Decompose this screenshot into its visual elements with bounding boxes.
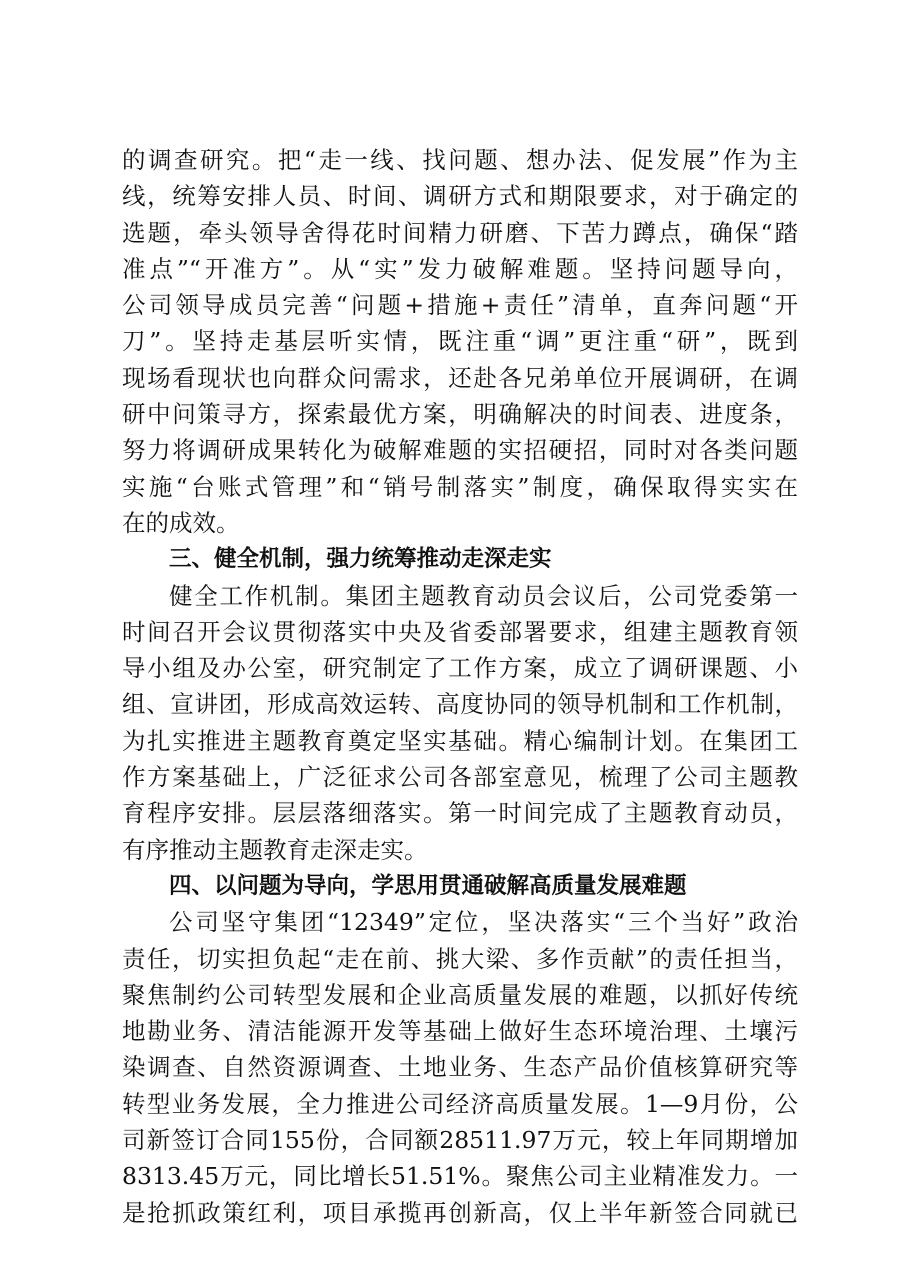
paragraph-2 xyxy=(122,578,798,868)
text-line: 作方案基础上，广泛征求公司各部室意见，梳理了公司主题教 xyxy=(122,763,798,792)
text-line: 责任，切实担负起“走在前、挑大梁、多作贡献”的责任担当， xyxy=(122,944,798,973)
text-line: 育程序安排。层层落细落实。第一时间完成了主题教育动员， xyxy=(122,799,798,828)
text-line: 线，统筹安排人员、时间、调研方式和期限要求，对于确定的 xyxy=(122,182,798,211)
text-line: 地勘业务、清洁能源开发等基础上做好生态环境治理、土壤污 xyxy=(122,1017,798,1046)
text-line: 时间召开会议贯彻落实中央及省委部署要求，组建主题教育领 xyxy=(122,617,798,646)
text-line: 组、宣讲团，形成高效运转、高度协同的领导机制和工作机制， xyxy=(122,690,798,719)
text-line: 刀”。坚持走基层听实情，既注重“调”更注重“研”，既到 xyxy=(122,327,798,356)
paragraph-3 xyxy=(122,904,798,1231)
text-line: 准点”“开准方”。从“实”发力破解难题。坚持问题导向， xyxy=(122,254,798,283)
text-line: 染调查、自然资源调查、土地业务、生态产品价值核算研究等 xyxy=(122,1053,798,1082)
section-heading-3: 三、健全机制，强力统筹推动走深走实 xyxy=(169,546,552,573)
text-line: 努力将调研成果转化为破解难题的实招硬招，同时对各类问题 xyxy=(122,436,798,465)
text-line: 是抢抓政策红利，项目承揽再创新高，仅上半年新签合同就已 xyxy=(122,1198,798,1227)
text-line: 研中问策寻方，探索最优方案，明确解决的时间表、进度条， xyxy=(122,400,798,429)
text-line: 在的成效。 xyxy=(122,508,240,537)
document-page xyxy=(122,142,798,1231)
text-line: 公司领导成员完善“问题+措施+责任”清单，直奔问题“开 xyxy=(122,291,798,320)
text-line: 8313.45万元，同比增长51.51%。聚焦公司主业精准发力。一 xyxy=(122,1162,798,1191)
text-line: 聚焦制约公司转型发展和企业高质量发展的难题，以抓好传统 xyxy=(122,980,798,1009)
text-line: 选题，牵头领导舍得花时间精力研磨、下苦力蹲点，确保“踏 xyxy=(122,218,798,247)
text-line: 导小组及办公室，研究制定了工作方案，成立了调研课题、小 xyxy=(122,654,798,683)
text-line: 健全工作机制。集团主题教育动员会议后，公司党委第一 xyxy=(169,581,798,610)
text-line: 公司坚守集团“12349”定位，坚决落实“三个当好”政治 xyxy=(169,908,798,937)
text-line: 实施“台账式管理”和“销号制落实”制度，确保取得实实在 xyxy=(122,472,798,501)
text-line: 有序推动主题教育走深走实。 xyxy=(122,835,428,864)
text-line: 现场看现状也向群众问需求，还赴各兄弟单位开展调研，在调 xyxy=(122,363,798,392)
text-line: 司新签订合同155份，合同额28511.97万元，较上年同期增加 xyxy=(122,1126,798,1155)
text-line: 为扎实推进主题教育奠定坚实基础。精心编制计划。在集团工 xyxy=(122,726,798,755)
paragraph-1 xyxy=(122,142,798,541)
text-line: 转型业务发展，全力推进公司经济高质量发展。1—9月份，公 xyxy=(122,1089,798,1118)
section-heading-4: 四、以问题为导向，学思用贯通破解高质量发展难题 xyxy=(169,872,687,899)
text-line: 的调查研究。把“走一线、找问题、想办法、促发展”作为主 xyxy=(122,146,798,174)
